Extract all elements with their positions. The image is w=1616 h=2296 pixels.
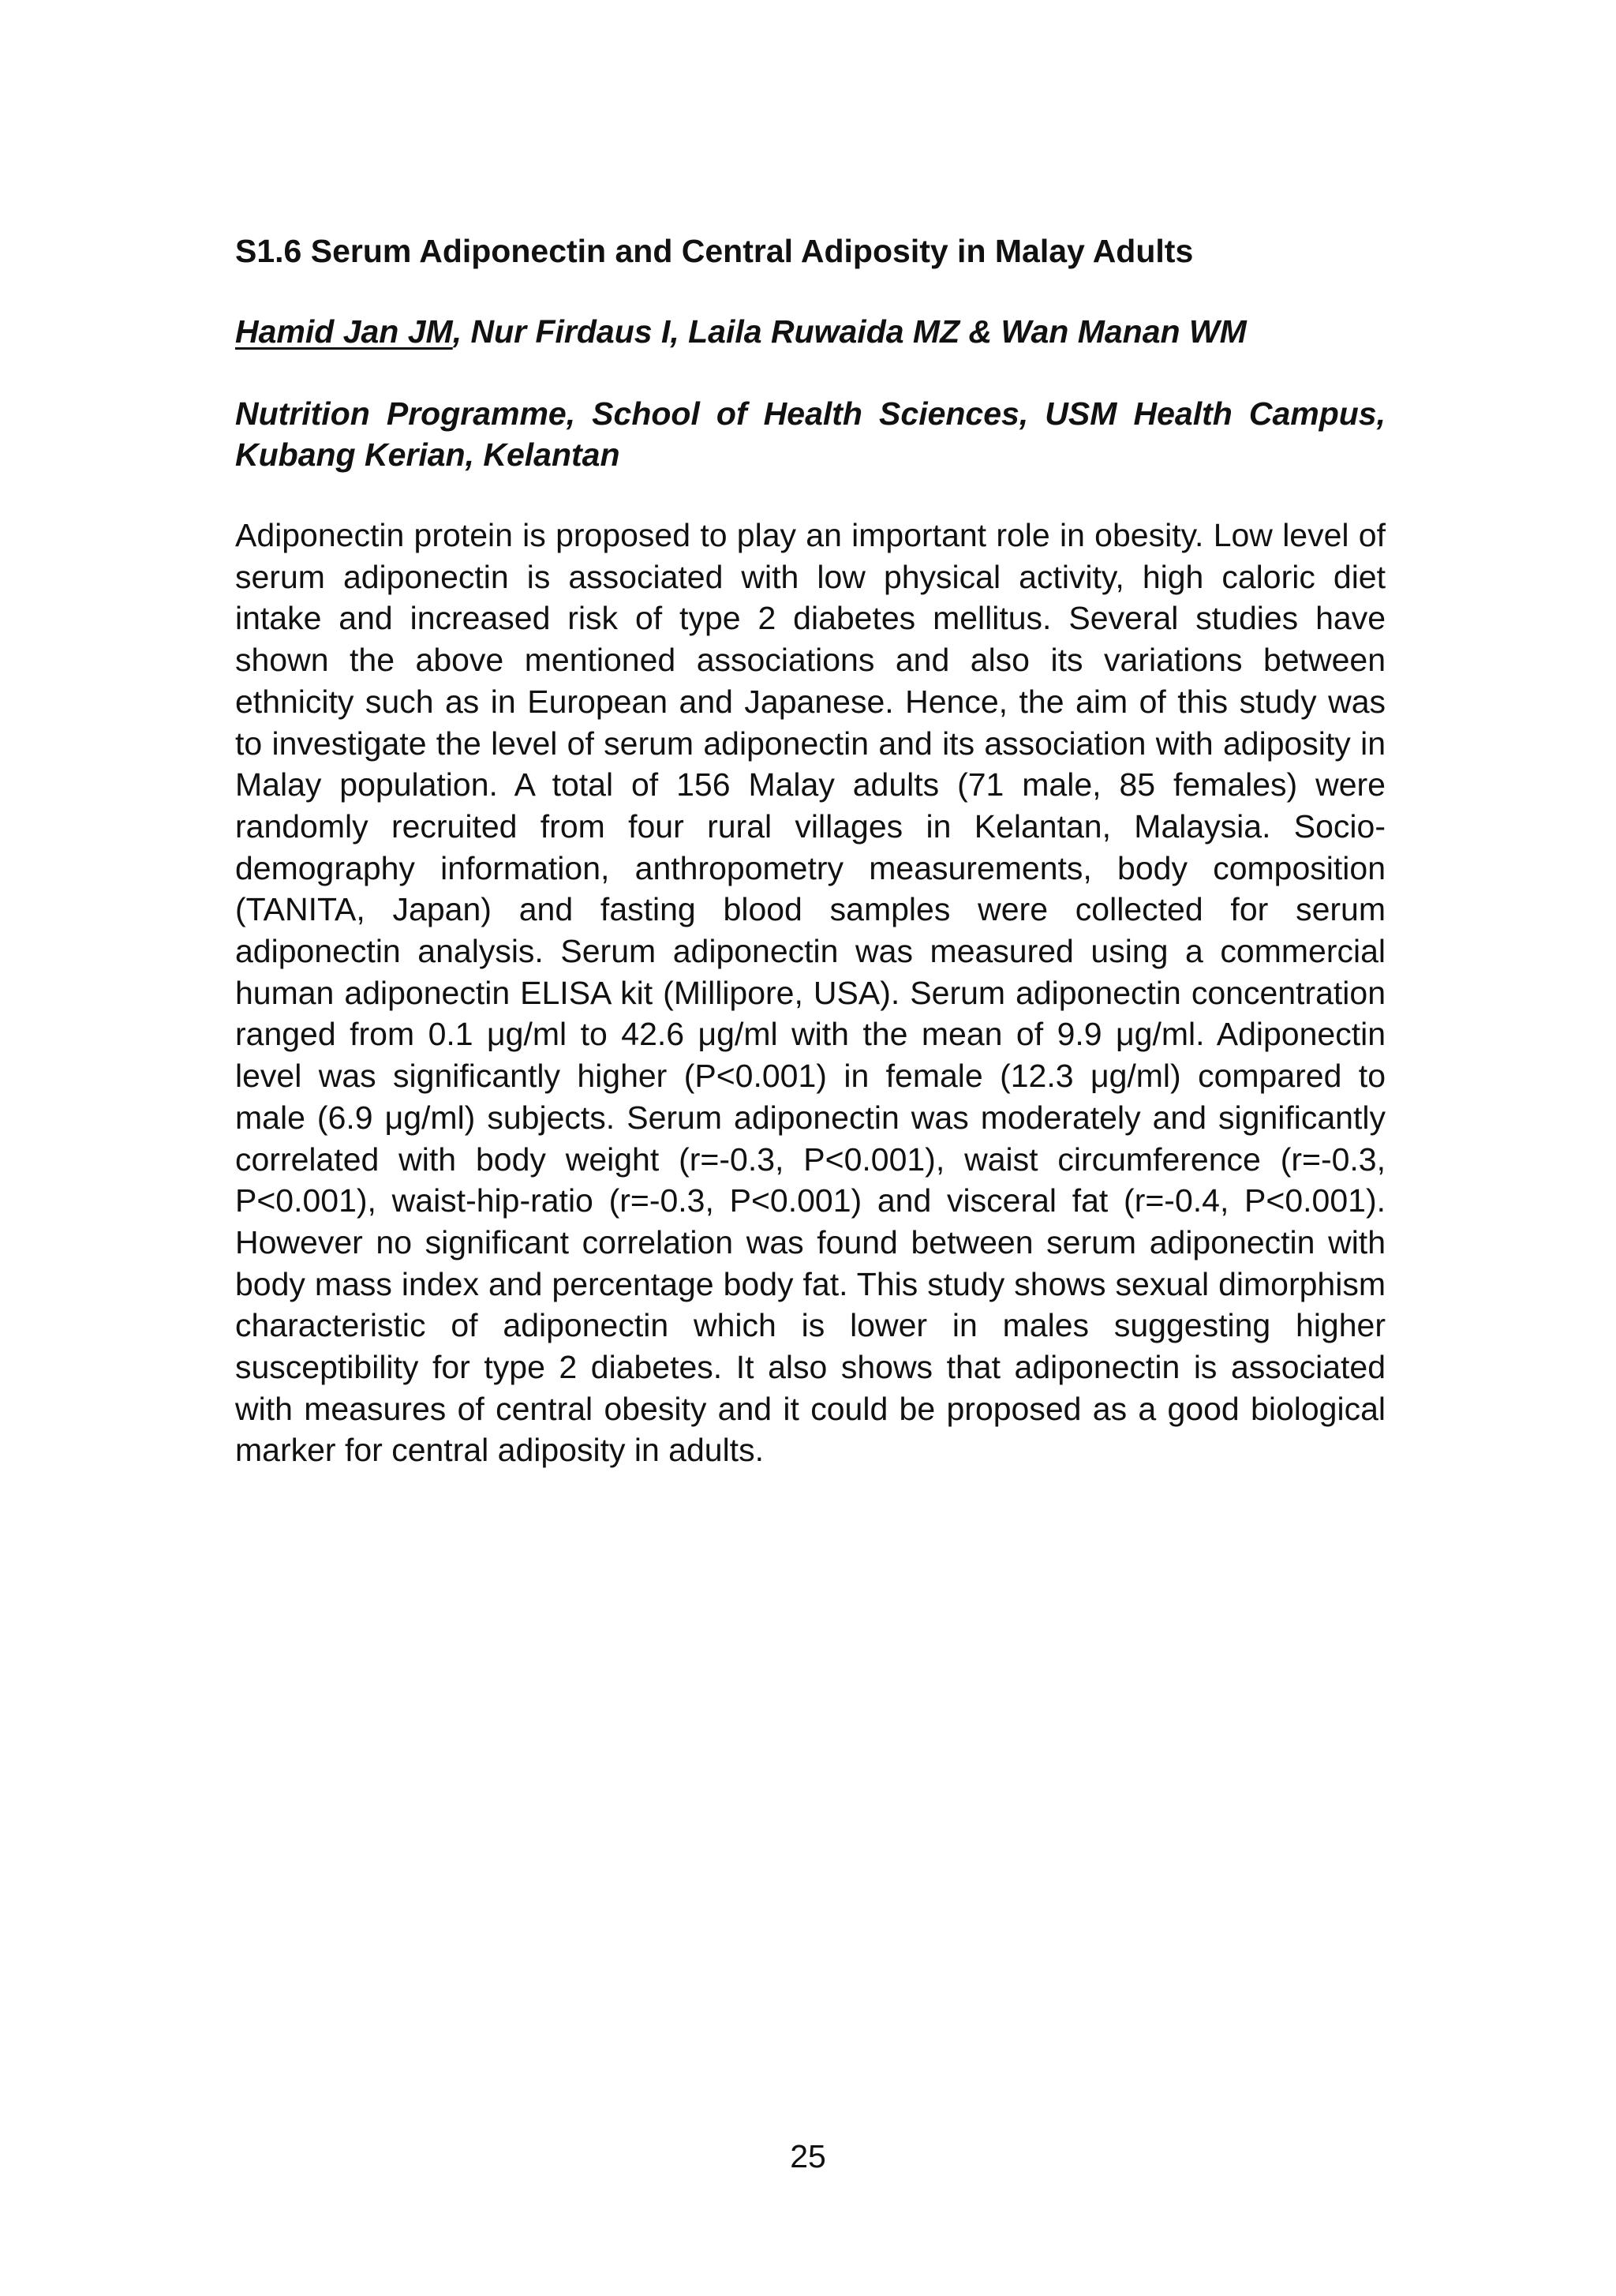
affiliation: Nutrition Programme, School of Health Sciences, USM Health Campus, Kubang Kerian, Kelantan: [235, 395, 1386, 473]
page-number: 25: [790, 2138, 826, 2174]
abstract-block: [235, 230, 1386, 1504]
abstract-body: Adiponectin protein is proposed to play an important role in obesity. Low level of serum adiponectin is associated with low physical activity, high caloric diet intake and increased risk of type 2 diabetes mellitus. Several studies have shown the above mentioned associations and also its variations between ethnicity such as in European and Japanese. Hence, the aim of this study was to investigate the level of serum adiponectin and its association with adiposity in Malay population. A total of 156 Malay adults (71 male, 85 females) were randomly recruited from four rural villages in Kelantan, Malaysia. Socio-demography information, anthropometry measurements, body composition (TANITA, Japan) and fasting blood samples were collected for serum adiponectin analysis. Serum adiponectin was measured using a commercial human adiponectin ELISA kit (Millipore, USA). Serum adiponectin concentration ranged from 0.1 μg/ml to 42.6 μg/ml with the mean of 9.9 μg/ml. Adiponectin level was significantly higher (P<0.001) in female (12.3 μg/ml) compared to male (6.9 μg/ml) subjects. Serum adiponectin was moderately and significantly correlated with body weight (r=-0.3, P<0.001), waist circumference (r=-0.3, P<0.001), waist-hip-ratio (r=-0.3, P<0.001) and visceral fat (r=-0.4, P<0.001). However no significant correlation was found between serum adiponectin with body mass index and percentage body fat. This study shows sexual dimorphism characteristic of adiponectin which is lower in males suggesting higher susceptibility for type 2 diabetes. It also shows that adiponectin is associated with measures of central obesity and it could be proposed as a good biological marker for central adiposity in adults.: [235, 517, 1386, 1469]
presenting-author: Hamid Jan JM: [235, 313, 453, 350]
co-authors: , Nur Firdaus I, Laila Ruwaida MZ & Wan Manan WM: [452, 313, 1247, 350]
abstract-title: S1.6 Serum Adiponectin and Central Adiposity in Malay Adults: [235, 233, 1194, 269]
author-list: [235, 311, 1386, 352]
